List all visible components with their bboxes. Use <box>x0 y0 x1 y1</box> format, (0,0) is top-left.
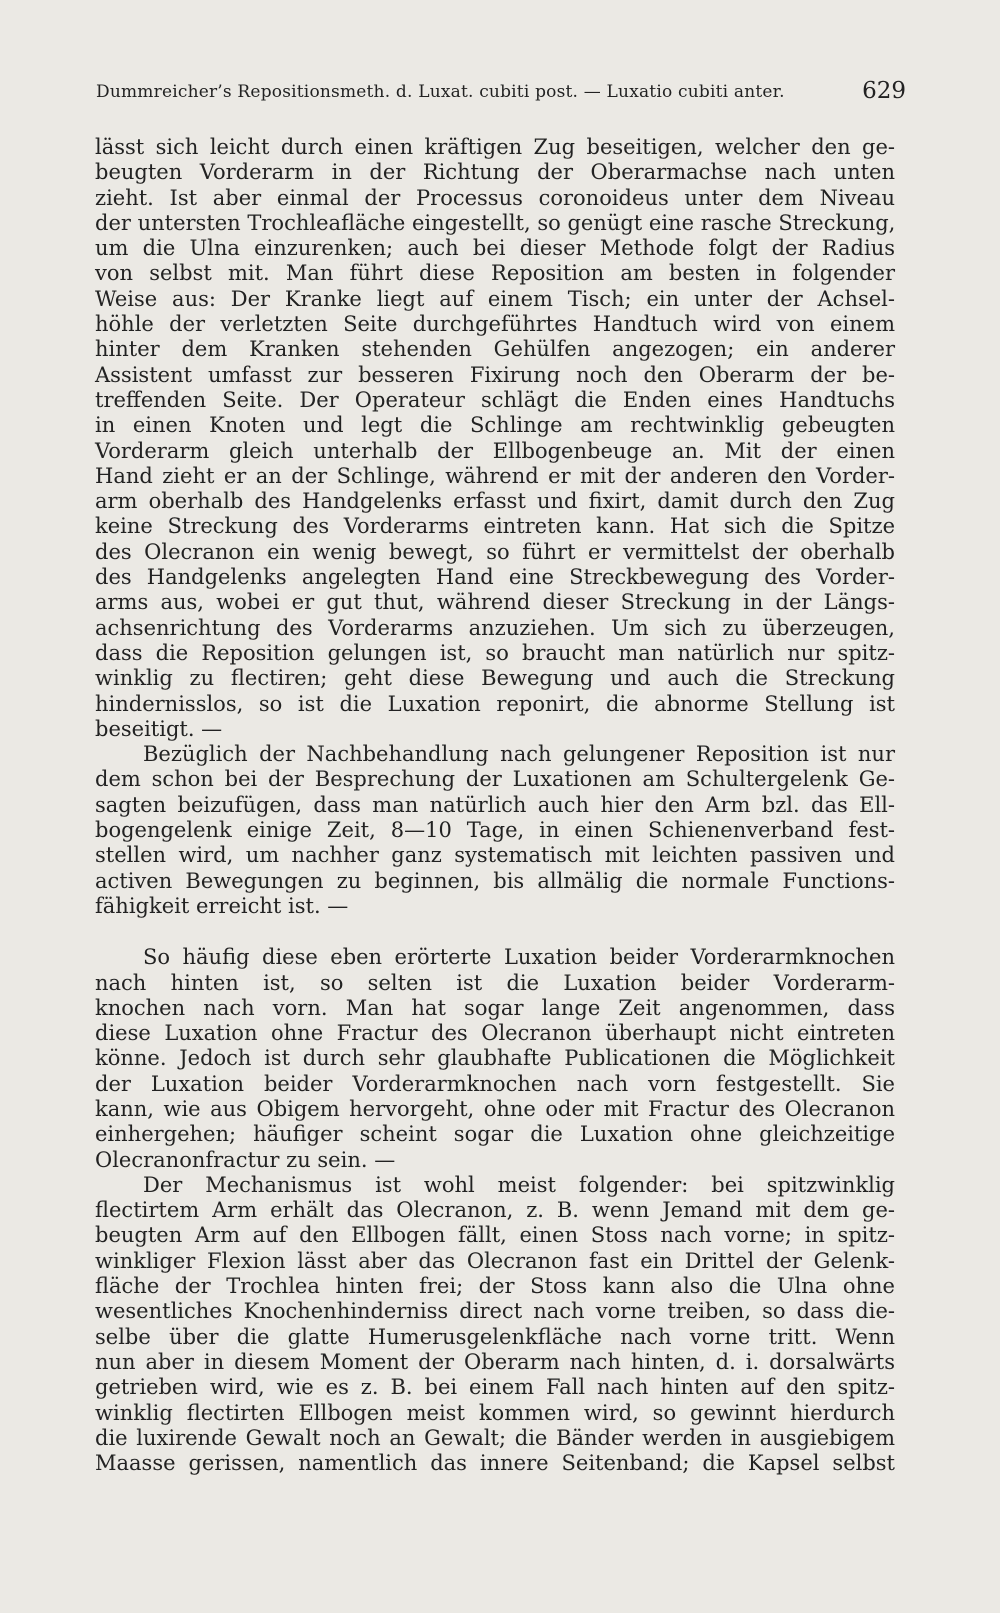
text-line: So häufig diese eben erörterte Luxation beider Vorderarmknochen <box>143 945 895 970</box>
text-line: Assistent umfasst zur besseren Fixirung noch den Oberarm der be- <box>95 362 895 387</box>
body-text <box>95 135 895 1476</box>
text-line: Bezüglich der Nachbehandlung nach gelungener Reposition ist nur <box>143 742 895 767</box>
text-line: könne. Jedoch ist durch sehr glaubhafte Publicationen die Möglichkeit <box>95 1046 895 1071</box>
text-line: dem schon bei der Besprechung der Luxationen am Schultergelenk Ge- <box>95 767 895 792</box>
text-line: zieht. Ist aber einmal der Processus coronoideus unter dem Niveau <box>95 185 895 210</box>
text-line: winklig zu flectiren; geht diese Bewegung und auch die Streckung <box>95 666 895 691</box>
running-title: Dummreicher’s Repositionsmeth. d. Luxat. cubiti post. — Luxatio cubiti anter. <box>96 82 785 102</box>
text-line: Maasse gerissen, namentlich das innere Seitenband; die Kapsel selbst <box>95 1451 895 1476</box>
text-line: der untersten Trochleafläche eingestellt, so genügt eine rasche Streckung, <box>95 210 896 235</box>
text-line: knochen nach vorn. Man hat sogar lange Zeit angenommen, dass <box>95 995 895 1020</box>
text-line: beugten Vorderarm in der Richtung der Oberarmachse nach unten <box>95 160 895 185</box>
text-line: arms aus, wobei er gut thut, während dieser Streckung in der Längs- <box>95 590 895 615</box>
page-number: 629 <box>862 78 906 104</box>
text-line: um die Ulna einzurenken; auch bei dieser Methode folgt der Radius <box>95 236 895 261</box>
text-line: flectirtem Arm erhält das Olecranon, z. B. wenn Jemand mit dem ge- <box>95 1198 895 1223</box>
text-line: wesentliches Knochenhinderniss direct nach vorne treiben, so dass die- <box>95 1299 895 1324</box>
text-line: Olecranonfractur zu sein. — <box>95 1147 396 1172</box>
text-line: dass die Reposition gelungen ist, so braucht man natürlich nur spitz- <box>95 640 895 665</box>
running-header <box>96 78 906 108</box>
text-line: selbe über die glatte Humerusgelenkfläche nach vorne tritt. Wenn <box>95 1324 895 1349</box>
text-line: höhle der verletzten Seite durchgeführtes Handtuch wird von einem <box>95 312 895 337</box>
text-line: bogengelenk einige Zeit, 8—10 Tage, in einen Schienenverband fest- <box>95 818 895 843</box>
text-line: Hand zieht er an der Schlinge, während er mit der anderen den Vorder- <box>95 463 895 488</box>
text-line: fähigkeit erreicht ist. — <box>95 893 349 918</box>
text-line: fläche der Trochlea hinten frei; der Stoss kann also die Ulna ohne <box>95 1274 895 1299</box>
text-line: getrieben wird, wie es z. B. bei einem Fall nach hinten auf den spitz- <box>95 1375 895 1400</box>
text-line: stellen wird, um nachher ganz systematisch mit leichten passiven und <box>95 843 895 868</box>
text-line: beugten Arm auf den Ellbogen fällt, einen Stoss nach vorne; in spitz- <box>95 1223 895 1248</box>
text-line: des Handgelenks angelegten Hand eine Streckbewegung des Vorder- <box>95 565 895 590</box>
text-line: kann, wie aus Obigem hervorgeht, ohne oder mit Fractur des Olecranon <box>95 1096 895 1121</box>
text-line: in einen Knoten und legt die Schlinge am rechtwinklig gebeugten <box>95 413 895 438</box>
text-line: arm oberhalb des Handgelenks erfasst und fixirt, damit durch den Zug <box>95 489 895 514</box>
paragraph <box>95 742 895 919</box>
text-line: treffenden Seite. Der Operateur schlägt die Enden eines Handtuchs <box>95 387 895 412</box>
text-line: sagten beizufügen, dass man natürlich auch hier den Arm bzl. das Ell- <box>95 792 895 817</box>
text-line: der Luxation beider Vorderarmknochen nach vorn festgestellt. Sie <box>95 1071 895 1096</box>
text-line: einhergehen; häufiger scheint sogar die Luxation ohne gleichzeitige <box>95 1122 895 1147</box>
text-line: beseitigt. — <box>95 716 223 741</box>
text-line: winklig flectirten Ellbogen meist kommen wird, so gewinnt hierdurch <box>95 1400 895 1425</box>
paragraph <box>95 945 895 1173</box>
text-line: keine Streckung des Vorderarms eintreten kann. Hat sich die Spitze <box>95 514 895 539</box>
text-line: von selbst mit. Man führt diese Reposition am besten in folgender <box>95 261 895 286</box>
text-line: hinter dem Kranken stehenden Gehülfen angezogen; ein anderer <box>95 337 895 362</box>
text-line: diese Luxation ohne Fractur des Olecranon überhaupt nicht eintreten <box>95 1021 895 1046</box>
text-line: winkliger Flexion lässt aber das Olecranon fast ein Drittel der Gelenk- <box>95 1248 895 1273</box>
text-line: lässt sich leicht durch einen kräftigen Zug beseitigen, welcher den ge- <box>95 135 895 159</box>
text-line: des Olecranon ein wenig bewegt, so führt er vermittelst der oberhalb <box>95 539 895 564</box>
paragraph <box>95 1173 895 1477</box>
text-line: nach hinten ist, so selten ist die Luxation beider Vorderarm- <box>95 970 895 995</box>
text-line: Der Mechanismus ist wohl meist folgender: bei spitzwinklig <box>143 1172 895 1197</box>
text-line: activen Bewegungen zu beginnen, bis allmälig die normale Functions- <box>95 868 895 893</box>
text-line: Vorderarm gleich unterhalb der Ellbogenbeuge an. Mit der einen <box>95 438 895 463</box>
text-line: die luxirende Gewalt noch an Gewalt; die Bänder werden in ausgiebigem <box>95 1425 895 1450</box>
text-line: hindernisslos, so ist die Luxation reponirt, die abnorme Stellung ist <box>95 691 895 716</box>
text-line: nun aber in diesem Moment der Oberarm nach hinten, d. i. dorsalwärts <box>95 1349 895 1374</box>
text-line: achsenrichtung des Vorderarms anzuziehen. Um sich zu überzeugen, <box>95 615 895 640</box>
paragraph <box>95 135 895 742</box>
text-line: Weise aus: Der Kranke liegt auf einem Tisch; ein unter der Achsel- <box>95 286 895 311</box>
